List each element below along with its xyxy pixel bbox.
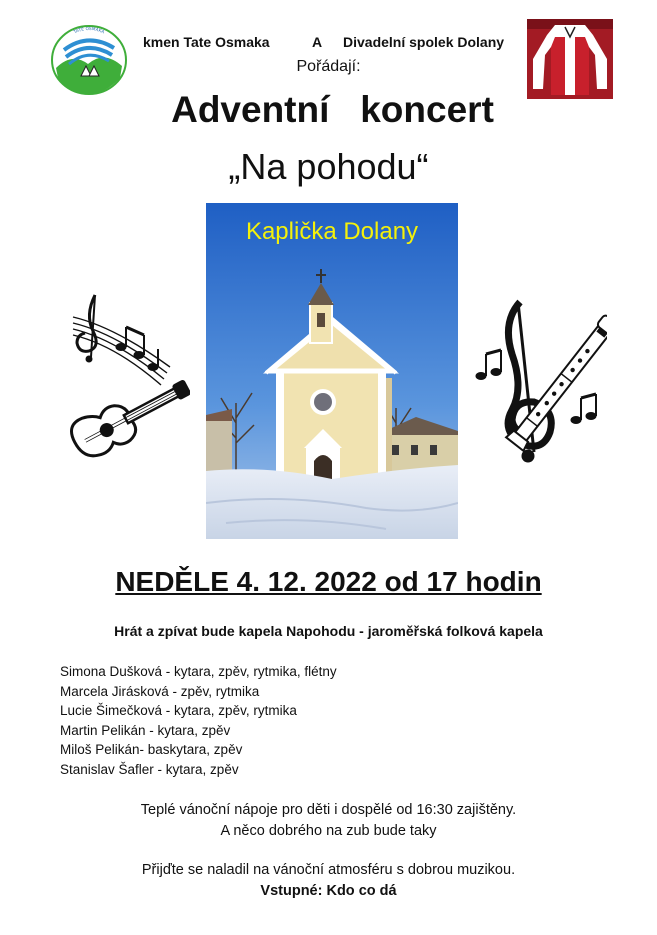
drinks-note: Teplé vánoční nápoje pro děti i dospělé od 16:30 zajištěny. [140,802,517,818]
invitation-note: Přijďte se naladil na vánoční atmosféru s dobrou muzikou. [141,862,516,878]
chapel-photo [206,203,458,539]
organizer-conjunction: A [312,34,323,50]
treble-clef-flute-icon [472,292,607,467]
guitar-notes-icon [55,287,190,462]
list-item: Stanislav Šafler - kytara, zpěv [60,761,239,777]
list-item: Miloš Pelikán- baskytara, zpěv [60,742,243,757]
list-item: Martin Pelikán - kytara, zpěv [60,722,231,738]
organizer-right: Divadelní spolek Dolany [343,34,505,50]
photo-caption: Kaplička Dolany [245,218,419,245]
list-item: Marcela Jirásková - zpěv, rytmika [60,683,260,699]
admission-note: Vstupné: Kdo co dá [260,883,397,899]
presents-label: Pořádají: [296,58,361,75]
band-members-list [60,662,337,779]
list-item: Simona Dušková - kytara, zpěv, rytmika, flétny [60,664,337,679]
food-note: A něco dobrého na zub bude taky [220,823,437,839]
organizer-left: kmen Tate Osmaka [143,34,270,50]
event-title: Adventní koncert [171,89,494,130]
event-subtitle: „Na pohodu“ [228,146,429,187]
band-announcement: Hrát a zpívat bude kapela Napohodu - jaroměřská folková kapela [114,623,543,639]
list-item: Lucie Šimečková - kytara, zpěv, rytmika [60,703,297,718]
svg-text:TATE OSMAKA: TATE OSMAKA [73,26,105,36]
event-date: NEDĚLE 4. 12. 2022 od 17 hodin [115,566,542,597]
